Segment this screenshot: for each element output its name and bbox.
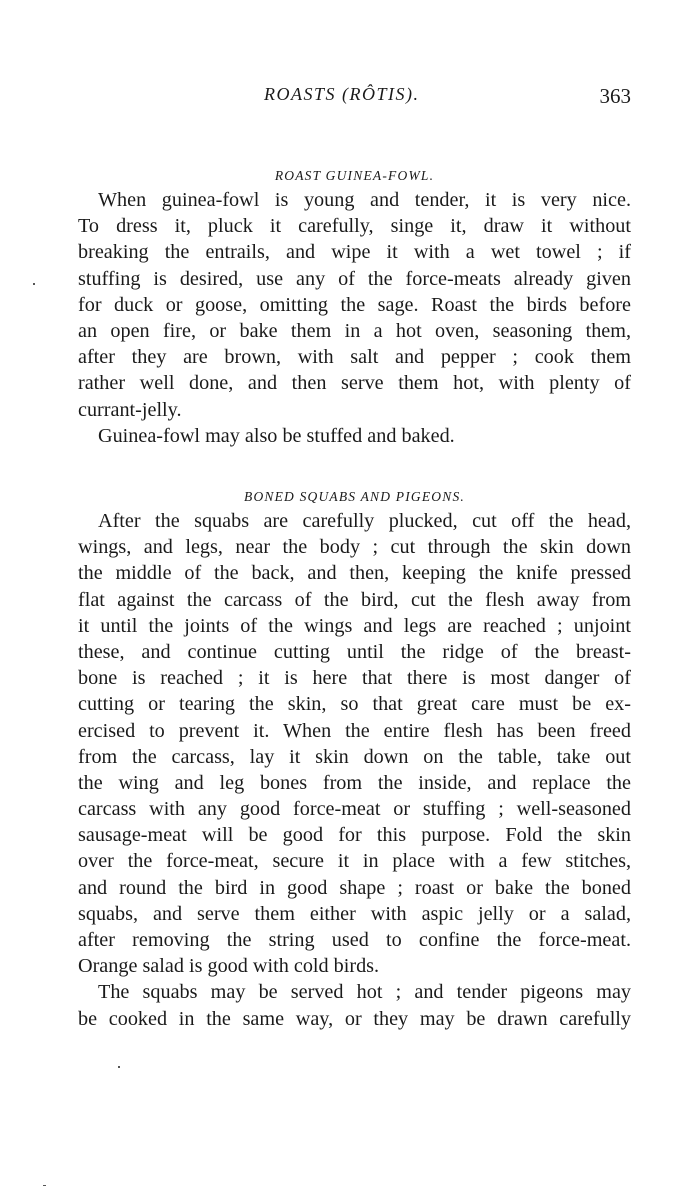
text-line: squabs, and serve them either with aspic jelly or a salad,: [78, 902, 631, 925]
text-line: wings, and legs, near the body ; cut through the skin down: [78, 536, 631, 559]
section-title-boned-squabs: BONED SQUABS AND PIGEONS.: [244, 489, 465, 504]
section-body-boned-squabs: [78, 508, 631, 1032]
text-line: The squabs may be served hot ; and tender pigeons may: [98, 981, 631, 1004]
text-line: After the squabs are carefully plucked, cut off the head,: [98, 510, 631, 532]
text-line: bone is reached ; it is here that there is most danger of: [78, 667, 631, 690]
text-line: rather well done, and then serve them hot, with plenty of: [78, 372, 631, 395]
text-line: cutting or tearing the skin, so that great care must be ex-: [78, 693, 631, 716]
text-line: currant-jelly.: [78, 398, 182, 421]
text-line: When guinea-fowl is young and tender, it is very nice.: [98, 189, 631, 211]
section-body-roast-guinea-fowl: [78, 187, 631, 449]
paragraph: [78, 979, 631, 1031]
text-line: the middle of the back, and then, keeping the knife pressed: [78, 562, 631, 585]
text-line: carcass with any good force-meat or stuffing ; well-seasoned: [78, 798, 631, 821]
text-line: stuffing is desired, use any of the force-meats already given: [78, 267, 631, 290]
running-head: [78, 84, 631, 114]
page-number: 363: [599, 84, 631, 108]
text-line: for duck or goose, omitting the sage. Roast the birds before: [78, 293, 631, 316]
text-line: over the force-meat, secure it in place with a few stitches,: [78, 850, 631, 873]
text-line: breaking the entrails, and wipe it with a wet towel ; if: [78, 241, 631, 264]
text-line: Guinea-fowl may also be stuffed and baked.: [98, 424, 455, 447]
text-line: after they are brown, with salt and pepper ; cook them: [78, 346, 631, 369]
text-line: Orange salad is good with cold birds.: [78, 955, 380, 978]
text-line: ercised to prevent it. When the entire flesh has been freed: [78, 719, 631, 742]
text-line: sausage-meat will be good for this purpose. Fold the skin: [78, 824, 631, 847]
text-line: these, and continue cutting until the ridge of the breast-: [78, 640, 631, 663]
scan-speck: [118, 1066, 120, 1068]
text-line: it until the joints of the wings and legs are reached ; unjoint: [78, 614, 631, 637]
text-line: an open fire, or bake them in a hot oven, seasoning them,: [78, 319, 631, 342]
paragraph: [78, 187, 631, 423]
scan-speck: [33, 283, 35, 285]
running-title: ROASTS (RÔTIS).: [264, 84, 420, 104]
paragraph: [78, 423, 631, 449]
scan-speck: [43, 1185, 46, 1186]
text-line: To dress it, pluck it carefully, singe it, draw it without: [78, 215, 631, 238]
text-line: be cooked in the same way, or they may be drawn carefully: [78, 1007, 631, 1030]
text-line: from the carcass, lay it skin down on the table, take out: [78, 745, 631, 768]
paragraph: [78, 508, 631, 979]
text-line: flat against the carcass of the bird, cut the flesh away from: [78, 588, 631, 611]
section-title-roast-guinea-fowl: ROAST GUINEA-FOWL.: [274, 168, 435, 183]
text-line: after removing the string used to confine the force-meat.: [78, 929, 631, 951]
text-line: the wing and leg bones from the inside, and replace the: [78, 771, 631, 794]
text-line: and round the bird in good shape ; roast or bake the boned: [78, 876, 631, 899]
